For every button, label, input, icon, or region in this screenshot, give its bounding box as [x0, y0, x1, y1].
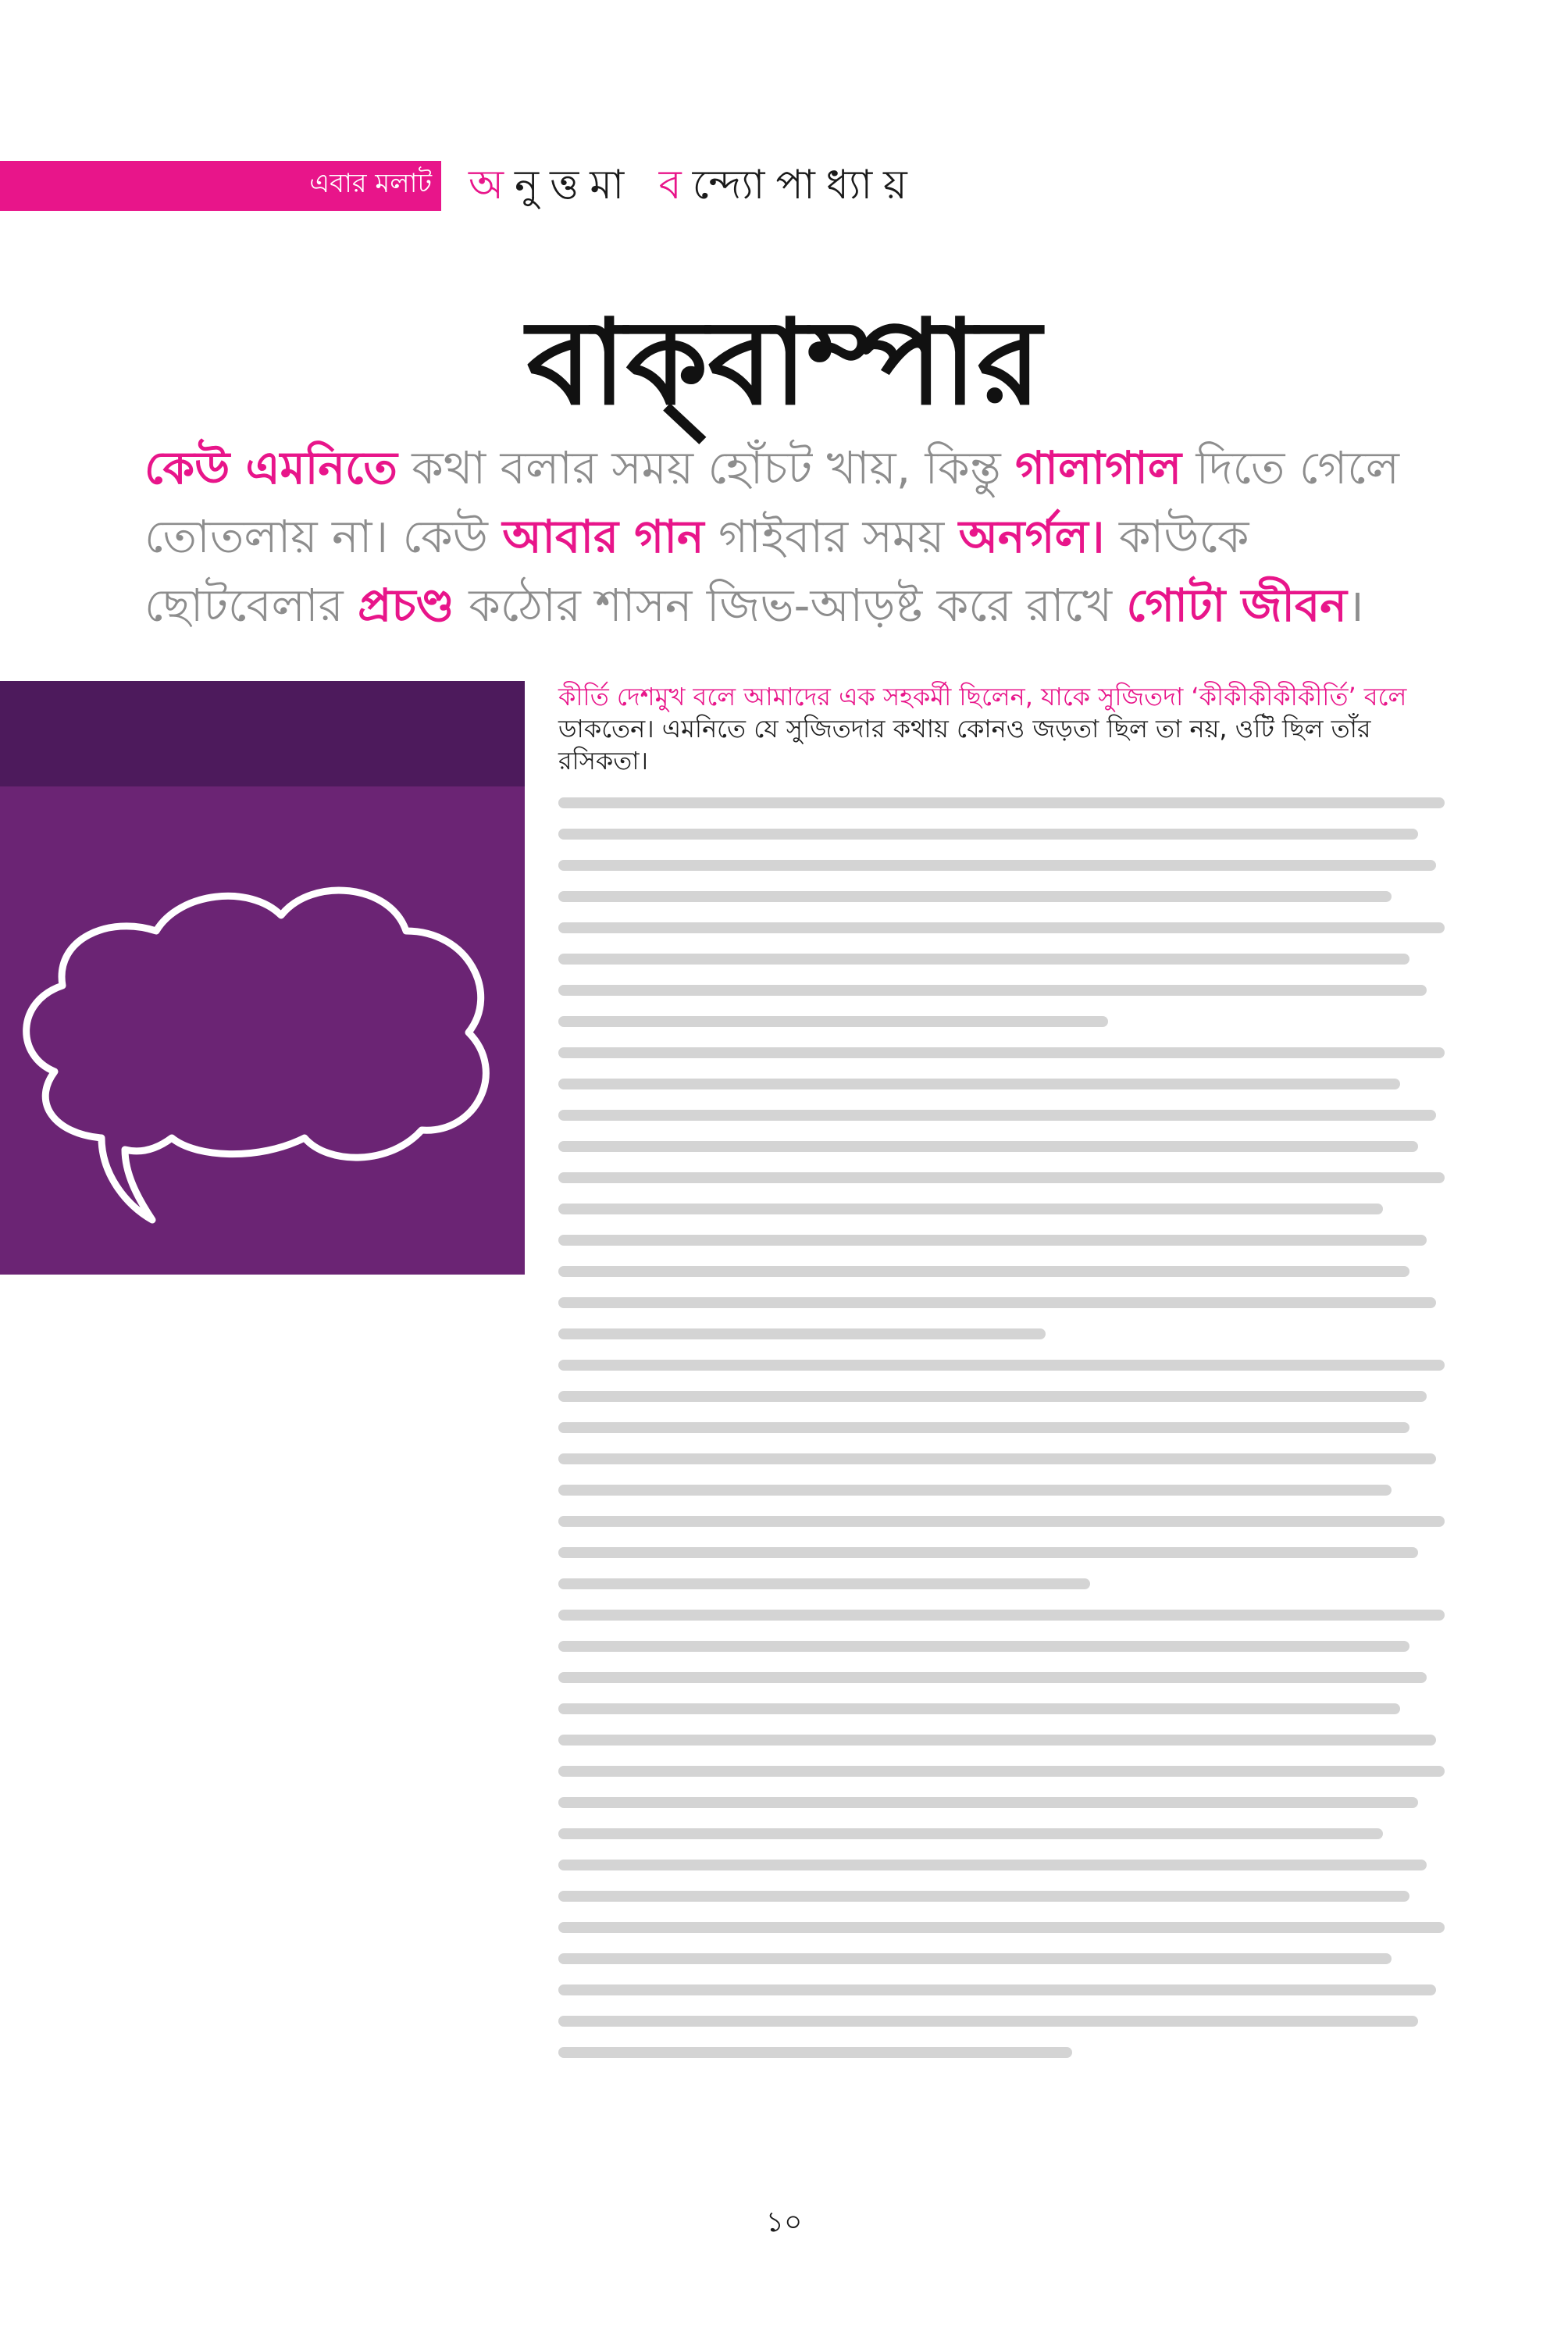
standfirst-text: ।: [1346, 579, 1364, 632]
body-text-line: [558, 1204, 1383, 1214]
body-text-line: [558, 1297, 1436, 1308]
standfirst-highlight: প্রচণ্ড: [358, 579, 454, 632]
body-text-line: [558, 1016, 1108, 1027]
section-label: এবার মলাট: [309, 168, 432, 199]
body-text-line: [558, 1922, 1445, 1933]
body-text-line: [558, 1172, 1445, 1183]
body-text-line: [558, 1860, 1427, 1870]
article-standfirst: [144, 433, 1433, 640]
body-text-line: [558, 1266, 1409, 1277]
body-lead-sentence: কীর্তি দেশমুখ বলে আমাদের এক সহকর্মী ছিলেন, যাকে সুজিতদা ‘কীকীকীকীকীর্তি’ বলে: [558, 682, 1407, 711]
body-text-line: [558, 985, 1427, 996]
body-text-line: [558, 1391, 1427, 1402]
body-text-line: [558, 1547, 1418, 1558]
standfirst-highlight: আবার গান: [502, 510, 704, 563]
body-text-line: [558, 1328, 1046, 1339]
body-text-line: [558, 1047, 1445, 1058]
body-text-line: [558, 1485, 1392, 1496]
standfirst-highlight: অনর্গল।: [958, 510, 1105, 563]
standfirst-text: কাউকে ছোটবেলার: [144, 510, 1249, 632]
body-text-line: [558, 1828, 1383, 1839]
standfirst-text: দিতে গেলে তোতলায় না। কেউ: [144, 441, 1399, 563]
body-text-line: [558, 2047, 1072, 2058]
author-first-name: নুত্তমা: [515, 162, 636, 209]
body-text-line: [558, 891, 1392, 902]
body-text-line: [558, 1735, 1436, 1746]
body-text-line: [558, 1235, 1427, 1246]
body-text-line: [558, 1141, 1418, 1152]
body-text-line: [558, 954, 1409, 965]
body-text-line: [558, 1422, 1409, 1433]
body-text-line: [558, 1110, 1436, 1121]
speech-bubble-icon: [0, 681, 525, 1275]
section-label-bar: [0, 161, 441, 211]
author-last-name: ন্দ্যোপাধ্যায়: [692, 162, 918, 209]
body-text-line: [558, 1079, 1400, 1089]
body-text-line: [558, 922, 1445, 933]
body-text-line: [558, 2016, 1418, 2027]
illustration-panel: [0, 681, 525, 1275]
body-text-line: [558, 1641, 1409, 1652]
body-text-line: [558, 797, 1445, 808]
author-byline: [469, 153, 918, 221]
body-text-line: [558, 1578, 1090, 1589]
body-text-line: [558, 1360, 1445, 1371]
body-text-line: [558, 1703, 1400, 1714]
page-number: ১০: [765, 2206, 803, 2238]
body-text-line: [558, 1610, 1445, 1621]
standfirst-highlight: গালাগাল: [1015, 441, 1182, 494]
author-first-initial: অ: [469, 162, 515, 209]
article-title: বাক্‌বাম্পার: [526, 294, 1042, 431]
body-text-line: [558, 1984, 1436, 1995]
author-last-initial: ব: [658, 162, 693, 209]
standfirst-text: গাইবার সময়: [704, 510, 959, 563]
standfirst-highlight: কেউ এমনিতে: [144, 441, 397, 494]
body-text-line: [558, 860, 1436, 871]
body-text-line: [558, 1672, 1427, 1683]
body-text-placeholder: [558, 797, 1445, 2058]
standfirst-text: কঠোর শাসন জিভ-আড়ষ্ট করে রাখে: [454, 579, 1127, 632]
body-paragraph: [558, 681, 1445, 777]
body-text-line: [558, 1766, 1445, 1777]
body-text-line: [558, 1453, 1436, 1464]
body-text-line: [558, 1891, 1409, 1902]
body-text-line: [558, 829, 1418, 840]
standfirst-highlight: গোটা জীবন: [1126, 579, 1347, 632]
body-opening-sentence: ডাকতেন। এমনিতে যে সুজিতদার কথায় কোনও জড়তা ছিল তা নয়, ওটি ছিল তাঁর রসিকতা।: [558, 714, 1371, 776]
body-text-line: [558, 1953, 1392, 1964]
body-text-line: [558, 1516, 1445, 1527]
standfirst-text: কথা বলার সময় হোঁচট খায়, কিন্তু: [397, 441, 1016, 494]
body-text-line: [558, 1797, 1418, 1808]
article-body: [558, 681, 1445, 2058]
